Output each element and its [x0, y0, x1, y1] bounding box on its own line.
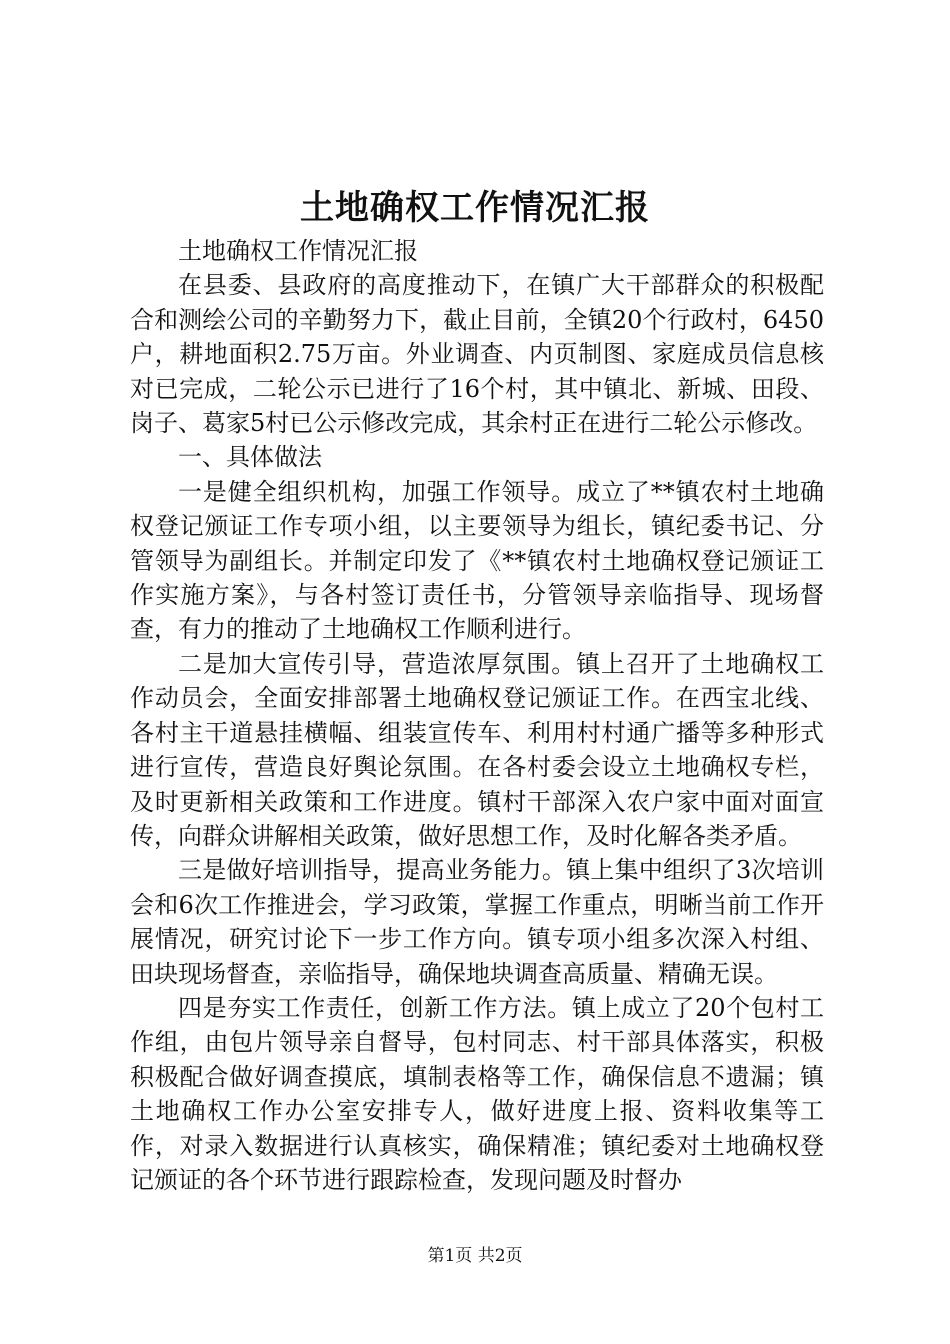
document-title: 土地确权工作情况汇报: [300, 188, 650, 228]
paragraph-item-4: 四是夯实工作责任，创新工作方法。镇上成立了20个包村工作组，由包片领导亲自督导，包村同志、村干部具体落实，积极积极配合做好调查摸底，填制表格等工作，确保信息不遗漏；镇土地确权工作办公室安排专人，做好进度上报、资料收集等工作，对录入数据进行认真核实，确保精准；镇纪委对土地确权登记颁证的各个环节进行跟踪检查，发现问题及时督办: [130, 993, 824, 1194]
page-footer: 第1页 共2页: [427, 1246, 523, 1266]
section-heading: 一、具体做法: [178, 443, 322, 472]
paragraph-item-1: 一是健全组织机构，加强工作领导。成立了**镇农村土地确权登记颁证工作专项小组，以主要领导为组长，镇纪委书记、分管领导为副组长。并制定印发了《**镇农村土地确权登记颁证工作实施方案》，与各村签订责任书，分管领导亲临指导、现场督查，有力的推动了土地确权工作顺利进行。: [130, 477, 824, 644]
paragraph-intro: 在县委、县政府的高度推动下，在镇广大干部群众的积极配合和测绘公司的辛勤努力下，截止目前，全镇20个行政村，6450户，耕地面积2.75万亩。外业调查、内页制图、家庭成员信息核对已完成，二轮公示已进行了16个村，其中镇北、新城、田段、岗子、葛家5村已公示修改完成，其余村正在进行二轮公示修改。: [130, 271, 824, 438]
paragraph-item-2: 二是加大宣传引导，营造浓厚氛围。镇上召开了土地确权工作动员会，全面安排部署土地确权登记颁证工作。在西宝北线、各村主干道悬挂横幅、组装宣传车、利用村村通广播等多种形式进行宣传，营造良好舆论氛围。在各村委会设立土地确权专栏，及时更新相关政策和工作进度。镇村干部深入农户家中面对面宣传，向群众讲解相关政策，做好思想工作，及时化解各类矛盾。: [130, 649, 824, 850]
paragraph-subtitle: 土地确权工作情况汇报: [178, 237, 418, 265]
paragraph-item-3: 三是做好培训指导，提高业务能力。镇上集中组织了3次培训会和6次工作推进会，学习政策，掌握工作重点，明晰当前工作开展情况，研究讨论下一步工作方向。镇专项小组多次深入村组、田块现场督查，亲临指导，确保地块调查高质量、精确无误。: [130, 856, 824, 988]
document-body: [130, 234, 824, 1197]
